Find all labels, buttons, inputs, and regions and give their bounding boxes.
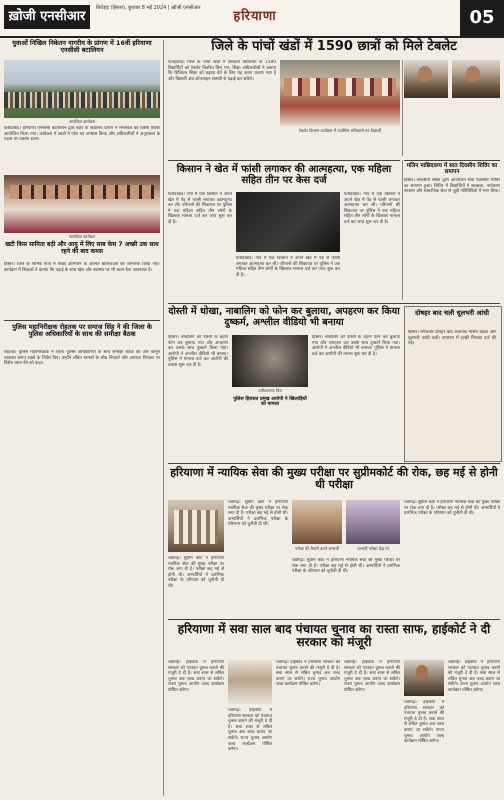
panchayat-election-headline: हरियाणा में सवा साल बाद पंचायत चुनाव का रास्ता साफ, हाईकोर्ट ने दी सरकार को मंजूरी	[177, 622, 491, 650]
photo-caption: नामांकित कार्यक्रम	[68, 119, 96, 124]
article-body: चंडीगढ़। हाईकोर्ट ने हरियाणा सरकार को पंचायत चुनाव कराने की मंजूरी दे दी है। सवा साल से लंबित चुनाव अब जल्द कराए जा सकेंगे। राज्य चुनाव आयोग जल्द कार्यक्रम घोषित करेगा।	[228, 708, 272, 753]
article-body: हिसार। जिले के विभिन्न गांवों में शिक्षा अभियान के अंतर्गत बालिकाओं को जागरूक किया गया। कार्यक्रम में शिक्षकों ने बताया कि पढ़ाई के साथ खेल और स्वास्थ्य पर भी ध्यान देना आवश्यक है।	[4, 262, 160, 273]
court-photo	[168, 500, 224, 552]
sad-girl-photo	[232, 335, 308, 387]
farmer-story-headline: किसान ने खेत में फांसी लगाकर की आत्महत्या, एक महिला सहित तीन पर केस दर्ज	[176, 164, 392, 187]
column-divider	[402, 160, 403, 300]
sub-headline: पुलिस हिरासत प्रमुख आरोपी ने खिलाड़ियों का मामला	[233, 397, 307, 408]
article-body: फतेहाबाद। जिले के पांचों खंडों में सरकारी विद्यालयों के 1590 विद्यार्थियों को टेबलेट वितरित किए गए। शिक्षा अधिकारियों ने बताया कि डिजिटल शिक्षा को बढ़ावा देने के लिए यह कदम उठाया गया है और विद्यार्थी अब ऑनलाइन सामग्री से पढ़ाई कर सकेंगे।	[168, 60, 276, 82]
students-photo	[292, 500, 342, 544]
article-body: चंडीगढ़। हाईकोर्ट ने हरियाणा सरकार को पंचायत चुनाव कराने की मंजूरी दे दी है। सवा साल से लंबित चुनाव अब जल्द कराए जा सकेंगे। राज्य चुनाव आयोग जल्द कार्यक्रम घोषित करेगा।	[404, 700, 444, 745]
students-photo	[346, 500, 400, 544]
left-top-headline: युवाओं निखिल निकेतन नागरीय के प्रांगण में 16वीं हरियाणा एनसीसी बटालियन	[12, 39, 152, 55]
officer-photo	[404, 60, 448, 98]
divider	[168, 619, 500, 620]
article-body: चंडीगढ़। सुप्रीम कोर्ट ने हरियाणा न्यायिक सेवा की मुख्य परीक्षा पर रोक लगा दी है। परीक्षा छह मई से होनी थी। अभ्यर्थियों ने प्रारंभिक परीक्षा के परिणाम को चुनौती दी थी।	[292, 558, 400, 575]
article-body: हिसार। मंगलवार दोपहर बाद अचानक मौसम बदला और धूलभरी आंधी चली। तापमान में हल्की गिरावट दर्ज की गई।	[408, 330, 496, 347]
page-number: 05	[460, 0, 504, 36]
divider	[168, 463, 500, 464]
divider	[4, 320, 160, 321]
hanging-photo	[236, 192, 340, 252]
article-body: फरीदाबाद। हरियाणा एनसीसी बटालियन द्वारा शहर के विद्यालय प्रांगण में मंगलवार को विशेष शिविर आयोजित किया गया। कार्यक्रम में छात्रों ने परेड का अभ्यास किया और अधिकारियों ने अनुशासन के महत्व पर प्रकाश डाला।	[4, 126, 160, 143]
article-body: फरीदाबाद। गांव में एक किसान ने अपने खेत में पेड़ से फांसी लगाकर आत्महत्या कर ली। परिजनों की शिकायत पर पुलिस ने एक महिला सहित तीन लोगों के खिलाफ मामला दर्ज कर जांच शुरू कर दी है।	[168, 192, 232, 225]
photo-caption: अभ्यर्थी परीक्षा केंद्र पर	[356, 546, 390, 551]
official-photo	[404, 660, 444, 696]
article-body: चंडीगढ़। हाईकोर्ट ने हरियाणा सरकार को पंचायत चुनाव कराने की मंजूरी दे दी है। सवा साल से लंबित चुनाव अब जल्द कराए जा सकेंगे। राज्य चुनाव आयोग जल्द कार्यक्रम घोषित करेगा।	[448, 660, 500, 693]
article-body: हिसार। नाबालिग को दोस्ती के बहाने फोन कर बुलाया गया और अपहरण कर उसके साथ दुष्कर्म किया गया। आरोपी ने अश्लील वीडियो भी बनाया। पुलिस ने मामला दर्ज कर आरोपी की तलाश शुरू कर दी है।	[312, 335, 400, 357]
article-body: चंडीगढ़। हाईकोर्ट ने हरियाणा सरकार को पंचायत चुनाव कराने की मंजूरी दे दी है। सवा साल से लंबित चुनाव अब जल्द कराए जा सकेंगे। राज्य चुनाव आयोग जल्द कार्यक्रम घोषित करेगा।	[344, 660, 400, 693]
article-body: चंडीगढ़। हाईकोर्ट ने हरियाणा सरकार को पंचायत चुनाव कराने की मंजूरी दे दी है। सवा साल से लंबित चुनाव अब जल्द कराए जा सकेंगे। राज्य चुनाव आयोग जल्द कार्यक्रम घोषित करेगा।	[168, 660, 224, 693]
weather-headline: दोषहर बाद चली धूलभरी आंधी	[415, 309, 489, 317]
divider	[404, 160, 500, 161]
photo-caption: प्रतीकात्मक चित्र	[258, 388, 282, 393]
photo-caption: नामांकित कार्यक्रम	[68, 234, 96, 239]
article-body: चंडीगढ़। सुप्रीम कोर्ट ने हरियाणा न्यायिक सेवा की मुख्य परीक्षा पर रोक लगा दी है। परीक्षा छह मई से होनी थी। अभ्यर्थियों ने प्रारंभिक परीक्षा के परिणाम को चुनौती दी थी।	[404, 500, 500, 517]
masthead	[0, 0, 504, 38]
crime-story-headline: दोस्ती में धोखा, नाबालिग को फोन कर बुलाया, अपहरण कर किया दुष्कर्म, अश्लील वीडियो भी बनाया	[168, 306, 400, 328]
article-body: चंडीगढ़। सुप्रीम कोर्ट ने हरियाणा न्यायिक सेवा की मुख्य परीक्षा पर रोक लगा दी है। परीक्षा छह मई से होनी थी। अभ्यर्थियों ने प्रारंभिक परीक्षा के परिणाम को चुनौती दी थी।	[168, 556, 224, 589]
students-photo	[4, 175, 160, 233]
divider	[168, 160, 400, 161]
photo-caption: टेबलेट वितरण कार्यक्रम में उपस्थित अधिकारी एवं विद्यार्थी	[298, 128, 382, 133]
officer-photo	[452, 60, 500, 98]
newspaper-logo: ख़ोजी एनसीआर	[4, 5, 90, 29]
article-body: चंडीगढ़। सुप्रीम कोर्ट ने हरियाणा न्यायिक सेवा की मुख्य परीक्षा पर रोक लगा दी है। परीक्षा छह मई से होनी थी। अभ्यर्थियों ने प्रारंभिक परीक्षा के परिणाम को चुनौती दी थी।	[228, 500, 288, 528]
divider	[168, 303, 500, 304]
article-body: चंडीगढ़। हाईकोर्ट ने हरियाणा सरकार को पंचायत चुनाव कराने की मंजूरी दे दी है। सवा साल से लंबित चुनाव अब जल्द कराए जा सकेंगे। राज्य चुनाव आयोग जल्द कार्यक्रम घोषित करेगा।	[276, 660, 340, 688]
issue-line: बिरोहड़ (हिसार), बुधवार 8 मई 2024 | ख़ोजी एनसीआर	[96, 5, 201, 11]
side-headline: मलिन माछिदालय में सात दिवसीय शिविर का समापन	[406, 163, 498, 176]
article-body: हिसार। नाबालिग को दोस्ती के बहाने फोन कर बुलाया गया और अपहरण कर उसके साथ दुष्कर्म किया गया। आरोपी ने अश्लील वीडियो भी बनाया। पुलिस ने मामला दर्ज कर आरोपी की तलाश शुरू कर दी है।	[168, 335, 228, 368]
left-bottom-headline: पुलिस महानिरीक्षक रोहतक पर समाज सिंह ने की जिला के पुलिस अधिकारियों के साथ की समीक्षा बैठक	[12, 323, 152, 339]
judicial-exam-headline: हरियाणा में न्यायिक सेवा की मुख्य परीक्षा पर सुप्रीमकोर्ट की रोक, छह मई से होनी थी परीक्षा	[170, 466, 498, 492]
article-body: फरीदाबाद। गांव में एक किसान ने अपने खेत में पेड़ से फांसी लगाकर आत्महत्या कर ली। परिजनों की शिकायत पर पुलिस ने एक महिला सहित तीन लोगों के खिलाफ मामला दर्ज कर जांच शुरू कर दी है।	[236, 256, 340, 278]
tablet-distribution-photo	[280, 60, 400, 126]
article-body: हिसार। स्वयंसेवी संस्था द्वारा आयोजित सात दिवसीय शिविर का समापन हुआ। शिविर में विद्यार्थियों ने स्वच्छता, पर्यावरण संरक्षण और सामाजिक सेवा से जुड़ी गतिविधियों में भाग लिया।	[404, 178, 500, 195]
article-body: फरीदाबाद। गांव में एक किसान ने अपने खेत में पेड़ से फांसी लगाकर आत्महत्या कर ली। परिजनों की शिकायत पर पुलिस ने एक महिला सहित तीन लोगों के खिलाफ मामला दर्ज कर जांच शुरू कर दी है।	[344, 192, 400, 225]
section-name: हरियाणा	[233, 9, 277, 24]
lead-headline: जिले के पांचों खंडों में 1590 छात्रों को मिले टेबलेट	[211, 39, 457, 54]
left-mid-headline: खटी किस सामिता बठ़ी और आयु में लिए साब केस 7 अच्छी उक साथ रहने की बाद कमस	[5, 241, 159, 255]
meeting-photo	[228, 660, 272, 704]
article-body: रोहतक। पुलिस महानिरीक्षक ने जिला पुलिस अधिकारियों के साथ समीक्षा बैठक की और कानून व्यवस्था बनाए रखने के निर्देश दिए। उन्होंने लंबित मामलों के शीघ्र निपटारे और अपराध नियंत्रण पर विशेष ध्यान देने को कहा।	[4, 350, 160, 367]
ceremony-photo	[4, 60, 160, 118]
column-divider	[163, 40, 164, 796]
column-divider	[402, 60, 403, 156]
photo-caption: परीक्षा की तैयारी करते अभ्यर्थी	[295, 546, 339, 551]
